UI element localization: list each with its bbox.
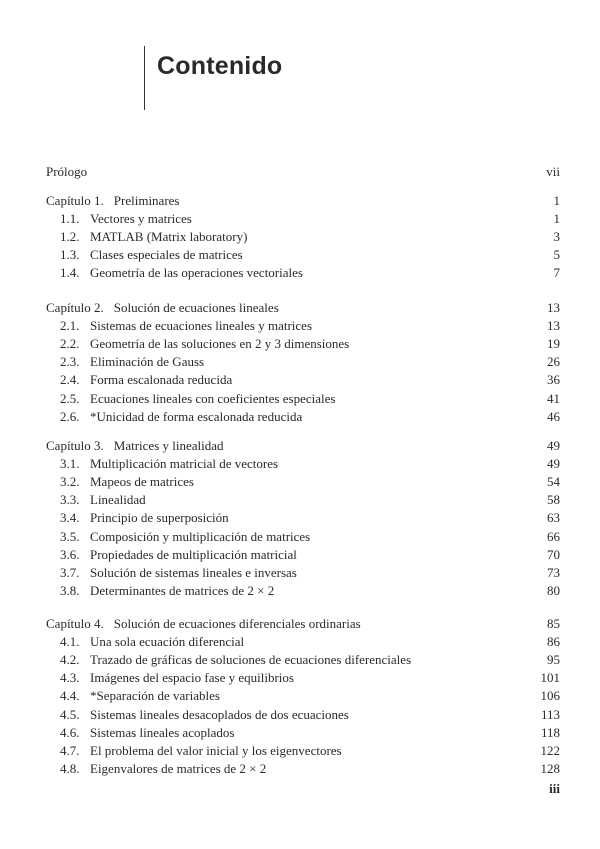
toc-section-number: 3.8. [60, 583, 80, 598]
toc-page: 73 [547, 565, 560, 580]
toc-section-number: 2.2. [60, 336, 80, 351]
toc-page: 106 [540, 688, 560, 703]
toc-chapter-label [46, 192, 180, 210]
toc-section-title: MATLAB (Matrix laboratory) [90, 229, 248, 244]
toc-section-title: Mapeos de matrices [90, 474, 194, 489]
toc-section-title: Una sola ecuación diferencial [90, 634, 245, 649]
toc-page: 113 [540, 707, 560, 722]
toc-section[interactable] [0, 528, 600, 546]
toc-section-number: 3.7. [60, 565, 80, 580]
page-title: Contenido [157, 52, 283, 80]
toc-section-title: Principio de superposición [90, 510, 229, 525]
toc-page: 58 [547, 492, 560, 507]
toc-section[interactable] [0, 455, 600, 473]
toc-section-number: 4.1. [60, 634, 80, 649]
toc-section-title: *Separación de variables [90, 688, 220, 703]
toc-page: vii [546, 164, 560, 179]
toc-section[interactable] [0, 651, 600, 669]
toc-section-number: 2.1. [60, 318, 80, 333]
toc-page: 80 [547, 583, 560, 598]
toc-prologue[interactable] [0, 163, 600, 181]
toc-page: 1 [553, 193, 560, 208]
page-folio: iii [549, 781, 560, 796]
toc-section-number: 4.2. [60, 652, 80, 667]
toc-section[interactable] [0, 228, 600, 246]
toc-section[interactable] [0, 564, 600, 582]
toc-section[interactable] [0, 760, 600, 778]
toc-section[interactable] [0, 582, 600, 600]
toc-chapter-label [46, 299, 279, 317]
toc-page: 26 [547, 354, 560, 369]
toc-page: 122 [540, 743, 560, 758]
toc-section[interactable] [0, 390, 600, 408]
toc-page: 5 [553, 247, 560, 262]
toc-section-title: Sistemas de ecuaciones lineales y matrices [90, 318, 313, 333]
toc-section[interactable] [0, 669, 600, 687]
toc-section[interactable] [0, 491, 600, 509]
toc-page: 118 [540, 725, 560, 740]
toc-page: 1 [553, 211, 560, 226]
toc-section[interactable] [0, 724, 600, 742]
toc-chapter-title: Matrices y linealidad [113, 438, 224, 453]
toc-section-title: Propiedades de multiplicación matricial [90, 547, 297, 562]
toc-section-number: 3.6. [60, 547, 80, 562]
toc-chapter-label [46, 615, 361, 633]
toc-section-title: Multiplicación matricial de vectores [90, 456, 279, 471]
toc-section[interactable] [0, 210, 600, 228]
toc-section-title: Composición y multiplicación de matrices [90, 529, 311, 544]
toc-section[interactable] [0, 264, 600, 282]
toc-page: 95 [547, 652, 560, 667]
toc-section-title: Solución de sistemas lineales e inversas [90, 565, 297, 580]
toc-section-title: El problema del valor inicial y los eigenvectores [90, 743, 342, 758]
toc-section[interactable] [0, 633, 600, 651]
toc-section-title: Geometría de las operaciones vectoriales [90, 265, 303, 280]
toc-section[interactable] [0, 371, 600, 389]
toc-section-number: 4.6. [60, 725, 80, 740]
toc-section-title: Clases especiales de matrices [90, 247, 243, 262]
toc-section[interactable] [0, 687, 600, 705]
toc-section-number: 4.3. [60, 670, 80, 685]
toc-section-number: 3.3. [60, 492, 80, 507]
toc-section-number: 1.2. [60, 229, 80, 244]
toc-section-title: Vectores y matrices [90, 211, 192, 226]
toc-section[interactable] [0, 473, 600, 491]
toc-section-title: Determinantes de matrices de 2 × 2 [90, 583, 275, 598]
toc-section[interactable] [0, 353, 600, 371]
toc-page: 7 [553, 265, 560, 280]
toc-page: 3 [553, 229, 560, 244]
toc-section-number: 3.5. [60, 529, 80, 544]
toc-section[interactable] [0, 742, 600, 760]
toc-section[interactable] [0, 246, 600, 264]
toc-chapter-number: Capítulo 1. [46, 193, 104, 208]
toc-chapter-title: Preliminares [113, 193, 180, 208]
toc-section-number: 1.3. [60, 247, 80, 262]
toc-section-number: 2.6. [60, 409, 80, 424]
toc-section-title: Geometría de las soluciones en 2 y 3 dimensiones [90, 336, 350, 351]
toc-page: 49 [547, 438, 560, 453]
toc-page: 86 [547, 634, 560, 649]
toc-section-number: 2.4. [60, 372, 80, 387]
toc-chapter-number: Capítulo 3. [46, 438, 104, 453]
toc-page: 54 [547, 474, 560, 489]
toc-section-number: 4.7. [60, 743, 80, 758]
toc-section-number: 4.5. [60, 707, 80, 722]
toc-page: 19 [547, 336, 560, 351]
toc-section-title: Sistemas lineales desacoplados de dos ecuaciones [90, 707, 349, 722]
toc-section-title: Trazado de gráficas de soluciones de ecuaciones diferenciales [90, 652, 412, 667]
toc-section-title: Eliminación de Gauss [90, 354, 205, 369]
toc-page: 85 [547, 616, 560, 631]
toc-chapter-label [46, 437, 224, 455]
toc-section-number: 3.1. [60, 456, 80, 471]
toc-section-title: Forma escalonada reducida [90, 372, 233, 387]
toc-section[interactable] [0, 408, 600, 426]
toc-section-number: 1.4. [60, 265, 80, 280]
toc-chapter-title: Solución de ecuaciones diferenciales ordinarias [113, 616, 361, 631]
toc-section-title: Ecuaciones lineales con coeficientes especiales [90, 391, 336, 406]
toc-section[interactable] [0, 706, 600, 724]
toc-section-title: *Unicidad de forma escalonada reducida [90, 409, 303, 424]
toc-chapter[interactable] [0, 299, 600, 317]
toc-page: 66 [547, 529, 560, 544]
toc-page: 49 [547, 456, 560, 471]
toc-page: 36 [547, 372, 560, 387]
toc-section-title: Imágenes del espacio fase y equilibrios [90, 670, 294, 685]
toc-page: 101 [540, 670, 560, 685]
toc-section[interactable] [0, 546, 600, 564]
toc-section-title: Linealidad [90, 492, 146, 507]
toc-chapter[interactable] [0, 192, 600, 210]
toc-section-number: 3.2. [60, 474, 80, 489]
toc-section-number: 3.4. [60, 510, 80, 525]
toc-page: 63 [547, 510, 560, 525]
toc-section-number: 2.5. [60, 391, 80, 406]
toc-label: Prólogo [46, 164, 88, 179]
toc-chapter-title: Solución de ecuaciones lineales [113, 300, 279, 315]
toc-section[interactable] [0, 509, 600, 527]
toc-section-number: 4.4. [60, 688, 80, 703]
toc-section-title: Sistemas lineales acoplados [90, 725, 235, 740]
toc-chapter-number: Capítulo 2. [46, 300, 104, 315]
toc-page: 13 [547, 318, 560, 333]
toc-page: 128 [540, 761, 560, 776]
toc-chapter[interactable] [0, 437, 600, 455]
toc-section[interactable] [0, 317, 600, 335]
toc-section-number: 4.8. [60, 761, 80, 776]
toc-page: 46 [547, 409, 560, 424]
toc-section[interactable] [0, 335, 600, 353]
toc-section-number: 2.3. [60, 354, 80, 369]
toc-page: 41 [547, 391, 560, 406]
toc-section-number: 1.1. [60, 211, 80, 226]
toc-page: 70 [547, 547, 560, 562]
toc-page: 13 [547, 300, 560, 315]
title-rule [144, 46, 145, 110]
toc-chapter-number: Capítulo 4. [46, 616, 104, 631]
toc-section-title: Eigenvalores de matrices de 2 × 2 [90, 761, 267, 776]
toc-chapter[interactable] [0, 615, 600, 633]
